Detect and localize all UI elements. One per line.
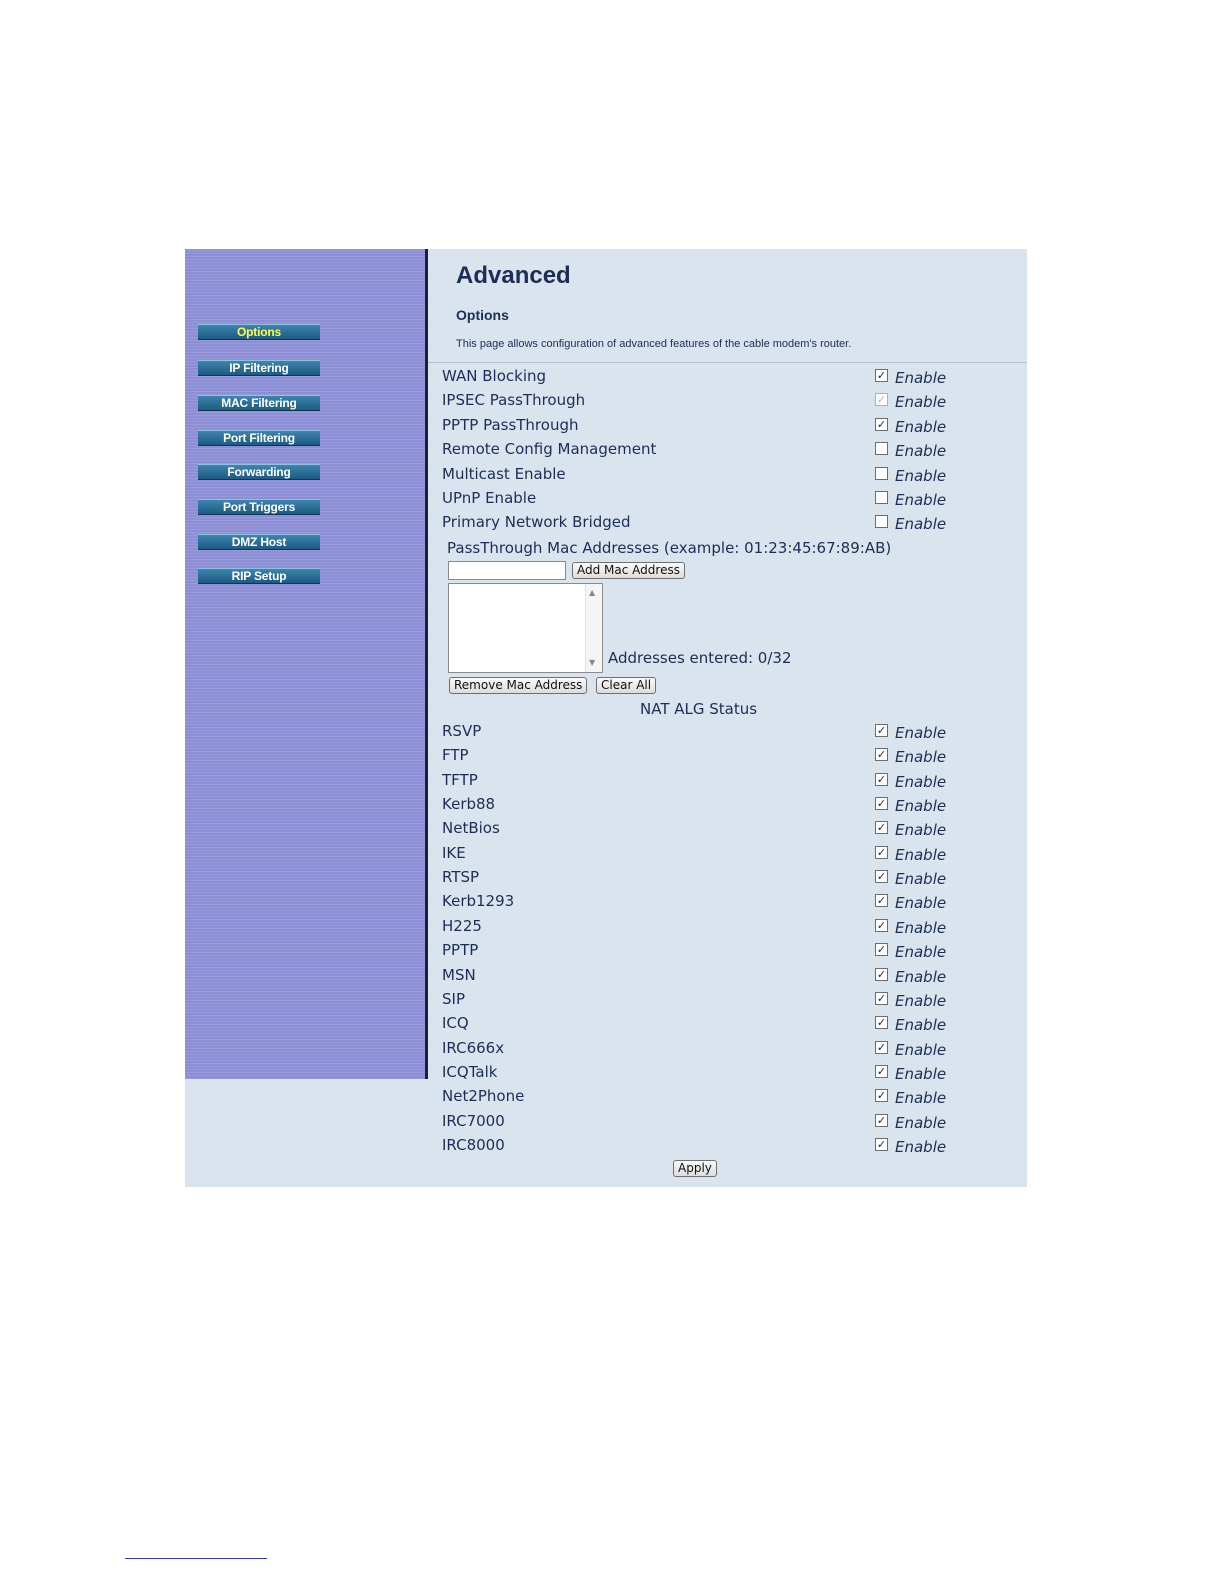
option-label-remote-config-management: Remote Config Management: [442, 440, 657, 459]
option-label-ipsec-passthrough: IPSEC PassThrough: [442, 391, 586, 410]
sidebar-item-mac-filtering[interactable]: MAC Filtering: [198, 395, 320, 411]
nat-label-h225: H225: [442, 916, 482, 935]
nat-label-irc7000: IRC7000: [442, 1111, 505, 1130]
enable-label: Enable: [895, 515, 947, 534]
nat-alg-heading: NAT ALG Status: [640, 700, 758, 718]
nat-label-rtsp: RTSP: [442, 868, 480, 887]
mac-list-scrollbar[interactable]: [585, 584, 602, 672]
enable-label: Enable: [895, 491, 947, 509]
nat-checkbox-ftp[interactable]: ✓: [876, 748, 887, 762]
enable-label: Enable: [895, 845, 947, 864]
enable-label: Enable: [895, 417, 947, 436]
nat-label-netbios: NetBios: [442, 819, 500, 838]
nat-label-ike: IKE: [442, 843, 466, 862]
enable-label: Enable: [895, 797, 947, 816]
nat-label-tftp: TFTP: [442, 770, 478, 789]
option-label-primary-network-bridged: Primary Network Bridged: [442, 513, 631, 532]
nat-label-kerb88: Kerb88: [442, 795, 496, 814]
enable-label: Enable: [895, 1137, 947, 1156]
nat-label-kerb1293: Kerb1293: [442, 892, 515, 911]
enable-label: Enable: [895, 1113, 947, 1132]
sidebar-divider: [425, 249, 428, 1079]
enable-label: Enable: [895, 1064, 947, 1083]
nat-checkbox-msn[interactable]: ✓: [876, 967, 887, 981]
nat-checkbox-icqtalk[interactable]: ✓: [876, 1064, 887, 1078]
page-title: Advanced: [456, 262, 571, 289]
enable-label: Enable: [895, 772, 947, 791]
nat-label-msn: MSN: [442, 965, 476, 984]
option-checkbox-multicast-enable[interactable]: [875, 467, 888, 480]
nat-checkbox-kerb88[interactable]: ✓: [876, 797, 887, 811]
enable-label: Enable: [895, 894, 947, 913]
page-description: This page allows configuration of advanced features of the cable modem's router.: [456, 338, 852, 350]
nat-checkbox-irc8000[interactable]: ✓: [876, 1137, 887, 1151]
sidebar-item-ip-filtering[interactable]: IP Filtering: [198, 360, 320, 376]
sidebar-item-options[interactable]: Options: [198, 324, 320, 340]
option-label-wan-blocking: WAN Blocking: [442, 367, 547, 385]
enable-label: Enable: [895, 1040, 947, 1059]
scroll-up-arrow-icon[interactable]: ▲: [589, 588, 596, 597]
enable-label: Enable: [895, 991, 947, 1010]
mac-address-input[interactable]: [448, 561, 566, 580]
nat-label-sip: SIP: [442, 989, 465, 1008]
option-label-pptp-passthrough: PPTP PassThrough: [442, 415, 579, 434]
sidebar: [185, 249, 425, 1079]
sidebar-item-rip-setup[interactable]: RIP Setup: [198, 568, 320, 584]
addresses-entered-count: Addresses entered: 0/32: [608, 649, 792, 667]
apply-button[interactable]: Apply: [673, 1160, 717, 1177]
option-label-multicast-enable: Multicast Enable: [442, 464, 566, 483]
nat-label-ftp: FTP: [442, 746, 469, 765]
nat-checkbox-irc666x[interactable]: ✓: [876, 1040, 887, 1054]
nat-label-irc8000: IRC8000: [442, 1135, 505, 1154]
option-checkbox-pptp-passthrough[interactable]: ✓: [876, 417, 887, 431]
sidebar-item-dmz-host[interactable]: DMZ Host: [198, 534, 320, 550]
footnote-separator: [125, 1558, 267, 1559]
passthrough-heading: PassThrough Mac Addresses (example: 01:23:45:67:89:AB): [447, 539, 892, 557]
nat-checkbox-rsvp[interactable]: ✓: [876, 724, 887, 737]
nat-checkbox-sip[interactable]: ✓: [876, 991, 887, 1005]
enable-label: Enable: [895, 821, 947, 840]
option-label-upnp-enable: UPnP Enable: [442, 489, 537, 507]
sidebar-item-port-filtering[interactable]: Port Filtering: [198, 430, 320, 446]
enable-label: Enable: [895, 943, 947, 962]
nat-label-icqtalk: ICQTalk: [442, 1062, 498, 1081]
option-checkbox-wan-blocking[interactable]: ✓: [876, 369, 887, 382]
section-title: Options: [456, 307, 509, 323]
enable-label: Enable: [895, 724, 947, 742]
remove-mac-address-button[interactable]: Remove Mac Address: [449, 677, 587, 694]
enable-label: Enable: [895, 967, 947, 986]
nat-label-net2phone: Net2Phone: [442, 1087, 525, 1106]
router-config-page: [185, 249, 1027, 1187]
header-divider: [428, 362, 1027, 363]
enable-label: Enable: [895, 1089, 947, 1108]
nat-checkbox-net2phone[interactable]: ✓: [876, 1089, 887, 1103]
sidebar-item-port-triggers[interactable]: Port Triggers: [198, 499, 320, 515]
enable-label: Enable: [895, 369, 947, 387]
mac-address-list[interactable]: [448, 583, 603, 673]
scroll-down-arrow-icon[interactable]: ▼: [589, 658, 596, 667]
enable-label: Enable: [895, 748, 947, 767]
add-mac-address-button[interactable]: Add Mac Address: [572, 562, 685, 579]
option-checkbox-primary-network-bridged[interactable]: [875, 515, 888, 528]
nat-checkbox-tftp[interactable]: ✓: [876, 772, 887, 786]
nat-checkbox-rtsp[interactable]: ✓: [876, 870, 887, 884]
nat-label-icq: ICQ: [442, 1014, 469, 1033]
enable-label: Enable: [895, 466, 947, 485]
sidebar-item-forwarding[interactable]: Forwarding: [198, 464, 320, 480]
option-checkbox-upnp-enable[interactable]: [875, 491, 888, 504]
nat-label-irc666x: IRC666x: [442, 1038, 505, 1057]
nat-checkbox-irc7000[interactable]: ✓: [876, 1113, 887, 1127]
enable-label: Enable: [895, 870, 947, 889]
option-checkbox-ipsec-passthrough: ✓: [876, 393, 887, 407]
nat-label-rsvp: RSVP: [442, 722, 482, 740]
enable-label: Enable: [895, 442, 947, 461]
enable-label: Enable: [895, 393, 947, 412]
enable-label: Enable: [895, 918, 947, 937]
nat-checkbox-h225[interactable]: ✓: [876, 918, 887, 932]
nat-checkbox-pptp[interactable]: ✓: [876, 943, 887, 957]
nat-checkbox-kerb1293[interactable]: ✓: [876, 894, 887, 908]
nat-label-pptp: PPTP: [442, 941, 479, 960]
option-checkbox-remote-config-management[interactable]: [875, 442, 888, 455]
nat-checkbox-icq[interactable]: ✓: [876, 1016, 887, 1030]
nat-checkbox-netbios[interactable]: ✓: [876, 821, 887, 835]
clear-all-button[interactable]: Clear All: [596, 677, 656, 694]
nat-checkbox-ike[interactable]: ✓: [876, 845, 887, 859]
enable-label: Enable: [895, 1016, 947, 1035]
